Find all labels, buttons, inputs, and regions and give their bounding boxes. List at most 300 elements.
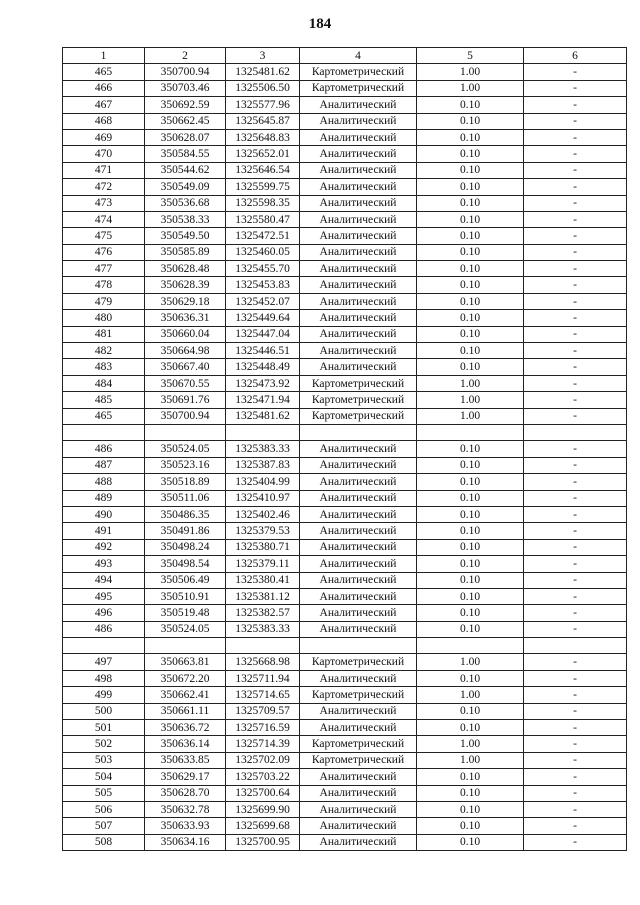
table-row bbox=[63, 506, 627, 522]
table-row bbox=[63, 211, 627, 227]
table-row bbox=[63, 703, 627, 719]
cell-x-coordinate: 350703.46 bbox=[145, 80, 226, 96]
cell-method: Картометрический bbox=[300, 375, 417, 391]
cell-note: - bbox=[524, 375, 627, 391]
cell-accuracy: 0.10 bbox=[417, 228, 524, 244]
cell-accuracy: 1.00 bbox=[417, 687, 524, 703]
cell-accuracy: 0.10 bbox=[417, 785, 524, 801]
cell-x-coordinate: 350670.55 bbox=[145, 375, 226, 391]
cell-note: - bbox=[524, 359, 627, 375]
cell-point-number: 477 bbox=[63, 261, 145, 277]
cell-y-coordinate: 1325460.05 bbox=[226, 244, 300, 260]
cell-y-coordinate: 1325646.54 bbox=[226, 162, 300, 178]
table-row bbox=[63, 572, 627, 588]
cell-point-number: 501 bbox=[63, 720, 145, 736]
table-row bbox=[63, 113, 627, 129]
cell-method: Аналитический bbox=[300, 785, 417, 801]
cell-note: - bbox=[524, 343, 627, 359]
cell-y-coordinate: 1325648.83 bbox=[226, 129, 300, 145]
cell-note: - bbox=[524, 64, 627, 80]
cell-note: - bbox=[524, 588, 627, 604]
cell-note: - bbox=[524, 293, 627, 309]
table-row bbox=[63, 441, 627, 457]
cell-accuracy: 1.00 bbox=[417, 80, 524, 96]
cell-accuracy: 0.10 bbox=[417, 113, 524, 129]
table-row bbox=[63, 654, 627, 670]
column-header-4: 4 bbox=[300, 48, 417, 64]
cell-point-number: 498 bbox=[63, 670, 145, 686]
cell-y-coordinate: 1325577.96 bbox=[226, 97, 300, 113]
cell-point-number: 486 bbox=[63, 441, 145, 457]
cell-point-number: 505 bbox=[63, 785, 145, 801]
cell-accuracy: 0.10 bbox=[417, 261, 524, 277]
cell-accuracy bbox=[417, 638, 524, 654]
cell-accuracy: 0.10 bbox=[417, 801, 524, 817]
table-body bbox=[63, 64, 627, 851]
cell-note: - bbox=[524, 392, 627, 408]
cell-x-coordinate: 350667.40 bbox=[145, 359, 226, 375]
table-row bbox=[63, 326, 627, 342]
cell-method: Аналитический bbox=[300, 359, 417, 375]
table-row bbox=[63, 129, 627, 145]
table-row bbox=[63, 621, 627, 637]
cell-x-coordinate: 350660.04 bbox=[145, 326, 226, 342]
cell-point-number: 469 bbox=[63, 129, 145, 145]
cell-note: - bbox=[524, 818, 627, 834]
cell-accuracy: 0.10 bbox=[417, 359, 524, 375]
table-row bbox=[63, 670, 627, 686]
table-row bbox=[63, 97, 627, 113]
cell-method: Картометрический bbox=[300, 408, 417, 424]
cell-method: Аналитический bbox=[300, 703, 417, 719]
cell-method: Аналитический bbox=[300, 769, 417, 785]
cell-accuracy: 0.10 bbox=[417, 326, 524, 342]
cell-x-coordinate: 350510.91 bbox=[145, 588, 226, 604]
cell-method: Картометрический bbox=[300, 736, 417, 752]
cell-point-number: 486 bbox=[63, 621, 145, 637]
table-row bbox=[63, 588, 627, 604]
cell-x-coordinate: 350633.85 bbox=[145, 752, 226, 768]
cell-x-coordinate: 350636.72 bbox=[145, 720, 226, 736]
cell-point-number: 490 bbox=[63, 506, 145, 522]
cell-x-coordinate: 350511.06 bbox=[145, 490, 226, 506]
cell-note: - bbox=[524, 785, 627, 801]
table-row bbox=[63, 162, 627, 178]
cell-y-coordinate: 1325383.33 bbox=[226, 441, 300, 457]
table-row bbox=[63, 408, 627, 424]
cell-accuracy: 0.10 bbox=[417, 211, 524, 227]
cell-note: - bbox=[524, 736, 627, 752]
column-header-2: 2 bbox=[145, 48, 226, 64]
cell-x-coordinate: 350633.93 bbox=[145, 818, 226, 834]
cell-method: Аналитический bbox=[300, 474, 417, 490]
cell-note: - bbox=[524, 457, 627, 473]
cell-method: Картометрический bbox=[300, 654, 417, 670]
cell-accuracy: 1.00 bbox=[417, 64, 524, 80]
cell-y-coordinate: 1325702.09 bbox=[226, 752, 300, 768]
table-row bbox=[63, 146, 627, 162]
cell-accuracy: 0.10 bbox=[417, 670, 524, 686]
cell-x-coordinate: 350544.62 bbox=[145, 162, 226, 178]
cell-point-number: 487 bbox=[63, 457, 145, 473]
cell-x-coordinate: 350700.94 bbox=[145, 408, 226, 424]
cell-method: Аналитический bbox=[300, 834, 417, 850]
cell-note: - bbox=[524, 129, 627, 145]
cell-method: Аналитический bbox=[300, 572, 417, 588]
cell-accuracy: 0.10 bbox=[417, 769, 524, 785]
cell-y-coordinate: 1325700.64 bbox=[226, 785, 300, 801]
cell-accuracy: 0.10 bbox=[417, 556, 524, 572]
cell-method: Аналитический bbox=[300, 523, 417, 539]
column-header-6: 6 bbox=[524, 48, 627, 64]
cell-accuracy: 0.10 bbox=[417, 720, 524, 736]
cell-note bbox=[524, 424, 627, 440]
cell-accuracy: 0.10 bbox=[417, 162, 524, 178]
cell-note: - bbox=[524, 326, 627, 342]
cell-method: Аналитический bbox=[300, 556, 417, 572]
cell-note: - bbox=[524, 605, 627, 621]
cell-x-coordinate: 350661.11 bbox=[145, 703, 226, 719]
cell-y-coordinate: 1325703.22 bbox=[226, 769, 300, 785]
cell-x-coordinate: 350506.49 bbox=[145, 572, 226, 588]
cell-method: Аналитический bbox=[300, 605, 417, 621]
cell-note: - bbox=[524, 670, 627, 686]
cell-y-coordinate: 1325645.87 bbox=[226, 113, 300, 129]
cell-accuracy: 0.10 bbox=[417, 179, 524, 195]
cell-method: Картометрический bbox=[300, 392, 417, 408]
cell-point-number: 481 bbox=[63, 326, 145, 342]
cell-y-coordinate: 1325599.75 bbox=[226, 179, 300, 195]
cell-x-coordinate: 350628.39 bbox=[145, 277, 226, 293]
cell-method: Картометрический bbox=[300, 64, 417, 80]
cell-y-coordinate: 1325699.68 bbox=[226, 818, 300, 834]
cell-accuracy: 1.00 bbox=[417, 392, 524, 408]
cell-accuracy: 0.10 bbox=[417, 818, 524, 834]
cell-y-coordinate: 1325381.12 bbox=[226, 588, 300, 604]
cell-point-number: 491 bbox=[63, 523, 145, 539]
cell-y-coordinate: 1325446.51 bbox=[226, 343, 300, 359]
cell-note: - bbox=[524, 474, 627, 490]
cell-note: - bbox=[524, 162, 627, 178]
table-row bbox=[63, 687, 627, 703]
cell-accuracy: 0.10 bbox=[417, 293, 524, 309]
cell-note: - bbox=[524, 97, 627, 113]
table-row bbox=[63, 457, 627, 473]
cell-x-coordinate bbox=[145, 638, 226, 654]
table-row bbox=[63, 556, 627, 572]
cell-note: - bbox=[524, 244, 627, 260]
cell-note: - bbox=[524, 834, 627, 850]
table-row bbox=[63, 474, 627, 490]
cell-point-number: 503 bbox=[63, 752, 145, 768]
table-row bbox=[63, 310, 627, 326]
cell-x-coordinate: 350662.45 bbox=[145, 113, 226, 129]
cell-y-coordinate: 1325700.95 bbox=[226, 834, 300, 850]
cell-method: Аналитический bbox=[300, 146, 417, 162]
cell-method: Аналитический bbox=[300, 244, 417, 260]
cell-point-number: 494 bbox=[63, 572, 145, 588]
cell-method: Аналитический bbox=[300, 261, 417, 277]
cell-y-coordinate: 1325410.97 bbox=[226, 490, 300, 506]
cell-y-coordinate: 1325652.01 bbox=[226, 146, 300, 162]
cell-method: Аналитический bbox=[300, 670, 417, 686]
cell-x-coordinate: 350536.68 bbox=[145, 195, 226, 211]
cell-accuracy: 0.10 bbox=[417, 490, 524, 506]
table-row bbox=[63, 769, 627, 785]
cell-point-number: 507 bbox=[63, 818, 145, 834]
cell-x-coordinate: 350629.17 bbox=[145, 769, 226, 785]
cell-point-number: 497 bbox=[63, 654, 145, 670]
cell-y-coordinate: 1325402.46 bbox=[226, 506, 300, 522]
cell-method: Картометрический bbox=[300, 80, 417, 96]
cell-point-number: 506 bbox=[63, 801, 145, 817]
cell-method bbox=[300, 638, 417, 654]
cell-accuracy: 0.10 bbox=[417, 523, 524, 539]
cell-x-coordinate: 350628.07 bbox=[145, 129, 226, 145]
cell-x-coordinate: 350519.48 bbox=[145, 605, 226, 621]
cell-point-number: 484 bbox=[63, 375, 145, 391]
cell-accuracy: 0.10 bbox=[417, 621, 524, 637]
cell-note: - bbox=[524, 441, 627, 457]
cell-y-coordinate: 1325716.59 bbox=[226, 720, 300, 736]
table-row bbox=[63, 228, 627, 244]
cell-x-coordinate: 350628.48 bbox=[145, 261, 226, 277]
cell-note: - bbox=[524, 506, 627, 522]
cell-note: - bbox=[524, 490, 627, 506]
cell-point-number: 483 bbox=[63, 359, 145, 375]
cell-y-coordinate: 1325383.33 bbox=[226, 621, 300, 637]
cell-point-number: 474 bbox=[63, 211, 145, 227]
cell-point-number: 489 bbox=[63, 490, 145, 506]
coordinates-table bbox=[62, 47, 627, 851]
cell-method: Аналитический bbox=[300, 343, 417, 359]
cell-note: - bbox=[524, 80, 627, 96]
cell-y-coordinate: 1325580.47 bbox=[226, 211, 300, 227]
cell-accuracy: 0.10 bbox=[417, 277, 524, 293]
cell-point-number: 473 bbox=[63, 195, 145, 211]
cell-x-coordinate: 350498.54 bbox=[145, 556, 226, 572]
cell-y-coordinate: 1325711.94 bbox=[226, 670, 300, 686]
table-row bbox=[63, 343, 627, 359]
cell-note: - bbox=[524, 523, 627, 539]
cell-y-coordinate: 1325379.11 bbox=[226, 556, 300, 572]
cell-y-coordinate: 1325452.07 bbox=[226, 293, 300, 309]
cell-accuracy: 0.10 bbox=[417, 244, 524, 260]
cell-point-number: 475 bbox=[63, 228, 145, 244]
cell-y-coordinate: 1325471.94 bbox=[226, 392, 300, 408]
cell-method: Аналитический bbox=[300, 490, 417, 506]
column-header-1: 1 bbox=[63, 48, 145, 64]
cell-x-coordinate: 350663.81 bbox=[145, 654, 226, 670]
cell-point-number: 499 bbox=[63, 687, 145, 703]
cell-method: Аналитический bbox=[300, 621, 417, 637]
table-row bbox=[63, 244, 627, 260]
cell-y-coordinate: 1325448.49 bbox=[226, 359, 300, 375]
cell-point-number: 479 bbox=[63, 293, 145, 309]
table-row bbox=[63, 638, 627, 654]
cell-method: Аналитический bbox=[300, 195, 417, 211]
cell-accuracy: 1.00 bbox=[417, 654, 524, 670]
cell-accuracy: 0.10 bbox=[417, 605, 524, 621]
cell-method: Аналитический bbox=[300, 293, 417, 309]
cell-point-number: 465 bbox=[63, 64, 145, 80]
cell-note: - bbox=[524, 703, 627, 719]
cell-accuracy: 0.10 bbox=[417, 343, 524, 359]
cell-note: - bbox=[524, 211, 627, 227]
table-row bbox=[63, 736, 627, 752]
cell-y-coordinate bbox=[226, 638, 300, 654]
cell-x-coordinate: 350636.31 bbox=[145, 310, 226, 326]
cell-note: - bbox=[524, 539, 627, 555]
cell-accuracy: 0.10 bbox=[417, 703, 524, 719]
table-row bbox=[63, 277, 627, 293]
cell-point-number: 492 bbox=[63, 539, 145, 555]
cell-x-coordinate: 350691.76 bbox=[145, 392, 226, 408]
cell-note: - bbox=[524, 752, 627, 768]
cell-point-number: 476 bbox=[63, 244, 145, 260]
cell-note: - bbox=[524, 801, 627, 817]
cell-x-coordinate: 350636.14 bbox=[145, 736, 226, 752]
cell-x-coordinate: 350538.33 bbox=[145, 211, 226, 227]
cell-y-coordinate: 1325598.35 bbox=[226, 195, 300, 211]
cell-y-coordinate: 1325668.98 bbox=[226, 654, 300, 670]
cell-point-number: 471 bbox=[63, 162, 145, 178]
table-row bbox=[63, 801, 627, 817]
cell-x-coordinate: 350549.09 bbox=[145, 179, 226, 195]
cell-method: Аналитический bbox=[300, 211, 417, 227]
cell-y-coordinate bbox=[226, 424, 300, 440]
table-row bbox=[63, 80, 627, 96]
cell-method: Аналитический bbox=[300, 228, 417, 244]
cell-accuracy: 1.00 bbox=[417, 408, 524, 424]
cell-accuracy: 0.10 bbox=[417, 834, 524, 850]
cell-point-number: 465 bbox=[63, 408, 145, 424]
cell-point-number: 508 bbox=[63, 834, 145, 850]
cell-point-number: 485 bbox=[63, 392, 145, 408]
table-row bbox=[63, 720, 627, 736]
cell-y-coordinate: 1325472.51 bbox=[226, 228, 300, 244]
cell-note: - bbox=[524, 179, 627, 195]
cell-note: - bbox=[524, 261, 627, 277]
cell-method: Аналитический bbox=[300, 310, 417, 326]
cell-point-number: 496 bbox=[63, 605, 145, 621]
cell-accuracy: 0.10 bbox=[417, 146, 524, 162]
table-header-row bbox=[63, 48, 627, 64]
cell-y-coordinate: 1325714.39 bbox=[226, 736, 300, 752]
cell-method: Картометрический bbox=[300, 752, 417, 768]
cell-x-coordinate: 350692.59 bbox=[145, 97, 226, 113]
cell-point-number: 470 bbox=[63, 146, 145, 162]
cell-accuracy: 0.10 bbox=[417, 474, 524, 490]
cell-point-number: 495 bbox=[63, 588, 145, 604]
cell-y-coordinate: 1325473.92 bbox=[226, 375, 300, 391]
table-row bbox=[63, 605, 627, 621]
cell-x-coordinate: 350672.20 bbox=[145, 670, 226, 686]
cell-accuracy: 0.10 bbox=[417, 457, 524, 473]
table-row bbox=[63, 834, 627, 850]
cell-x-coordinate: 350549.50 bbox=[145, 228, 226, 244]
cell-x-coordinate: 350486.35 bbox=[145, 506, 226, 522]
cell-note: - bbox=[524, 146, 627, 162]
table-row bbox=[63, 752, 627, 768]
cell-note: - bbox=[524, 687, 627, 703]
cell-point-number bbox=[63, 424, 145, 440]
cell-point-number: 467 bbox=[63, 97, 145, 113]
cell-note: - bbox=[524, 572, 627, 588]
cell-method: Аналитический bbox=[300, 588, 417, 604]
table-row bbox=[63, 818, 627, 834]
cell-x-coordinate bbox=[145, 424, 226, 440]
cell-method: Аналитический bbox=[300, 113, 417, 129]
cell-accuracy: 0.10 bbox=[417, 572, 524, 588]
table-row bbox=[63, 785, 627, 801]
cell-point-number bbox=[63, 638, 145, 654]
cell-point-number: 478 bbox=[63, 277, 145, 293]
cell-method: Аналитический bbox=[300, 457, 417, 473]
cell-accuracy: 0.10 bbox=[417, 539, 524, 555]
cell-method bbox=[300, 424, 417, 440]
cell-y-coordinate: 1325379.53 bbox=[226, 523, 300, 539]
cell-accuracy bbox=[417, 424, 524, 440]
column-header-5: 5 bbox=[417, 48, 524, 64]
cell-method: Аналитический bbox=[300, 801, 417, 817]
cell-point-number: 480 bbox=[63, 310, 145, 326]
cell-y-coordinate: 1325380.71 bbox=[226, 539, 300, 555]
cell-note: - bbox=[524, 113, 627, 129]
cell-note: - bbox=[524, 277, 627, 293]
column-header-3: 3 bbox=[226, 48, 300, 64]
cell-accuracy: 1.00 bbox=[417, 736, 524, 752]
cell-y-coordinate: 1325481.62 bbox=[226, 408, 300, 424]
cell-point-number: 504 bbox=[63, 769, 145, 785]
cell-point-number: 488 bbox=[63, 474, 145, 490]
cell-x-coordinate: 350584.55 bbox=[145, 146, 226, 162]
cell-y-coordinate: 1325699.90 bbox=[226, 801, 300, 817]
table-row bbox=[63, 359, 627, 375]
cell-method: Аналитический bbox=[300, 326, 417, 342]
cell-point-number: 493 bbox=[63, 556, 145, 572]
cell-y-coordinate: 1325380.41 bbox=[226, 572, 300, 588]
cell-method: Аналитический bbox=[300, 539, 417, 555]
cell-note: - bbox=[524, 228, 627, 244]
cell-accuracy: 0.10 bbox=[417, 588, 524, 604]
page-number: 184 bbox=[308, 16, 332, 32]
cell-method: Аналитический bbox=[300, 129, 417, 145]
cell-x-coordinate: 350524.05 bbox=[145, 621, 226, 637]
table-row bbox=[63, 261, 627, 277]
cell-x-coordinate: 350498.24 bbox=[145, 539, 226, 555]
cell-accuracy: 0.10 bbox=[417, 310, 524, 326]
cell-y-coordinate: 1325404.99 bbox=[226, 474, 300, 490]
cell-method: Аналитический bbox=[300, 277, 417, 293]
table-row bbox=[63, 195, 627, 211]
cell-method: Аналитический bbox=[300, 162, 417, 178]
cell-method: Аналитический bbox=[300, 818, 417, 834]
cell-x-coordinate: 350628.70 bbox=[145, 785, 226, 801]
cell-note: - bbox=[524, 720, 627, 736]
cell-point-number: 500 bbox=[63, 703, 145, 719]
table-row bbox=[63, 392, 627, 408]
cell-x-coordinate: 350523.16 bbox=[145, 457, 226, 473]
cell-accuracy: 0.10 bbox=[417, 441, 524, 457]
cell-y-coordinate: 1325449.64 bbox=[226, 310, 300, 326]
cell-method: Аналитический bbox=[300, 506, 417, 522]
table-row bbox=[63, 490, 627, 506]
cell-note: - bbox=[524, 621, 627, 637]
cell-accuracy: 1.00 bbox=[417, 375, 524, 391]
cell-y-coordinate: 1325455.70 bbox=[226, 261, 300, 277]
table-row bbox=[63, 293, 627, 309]
